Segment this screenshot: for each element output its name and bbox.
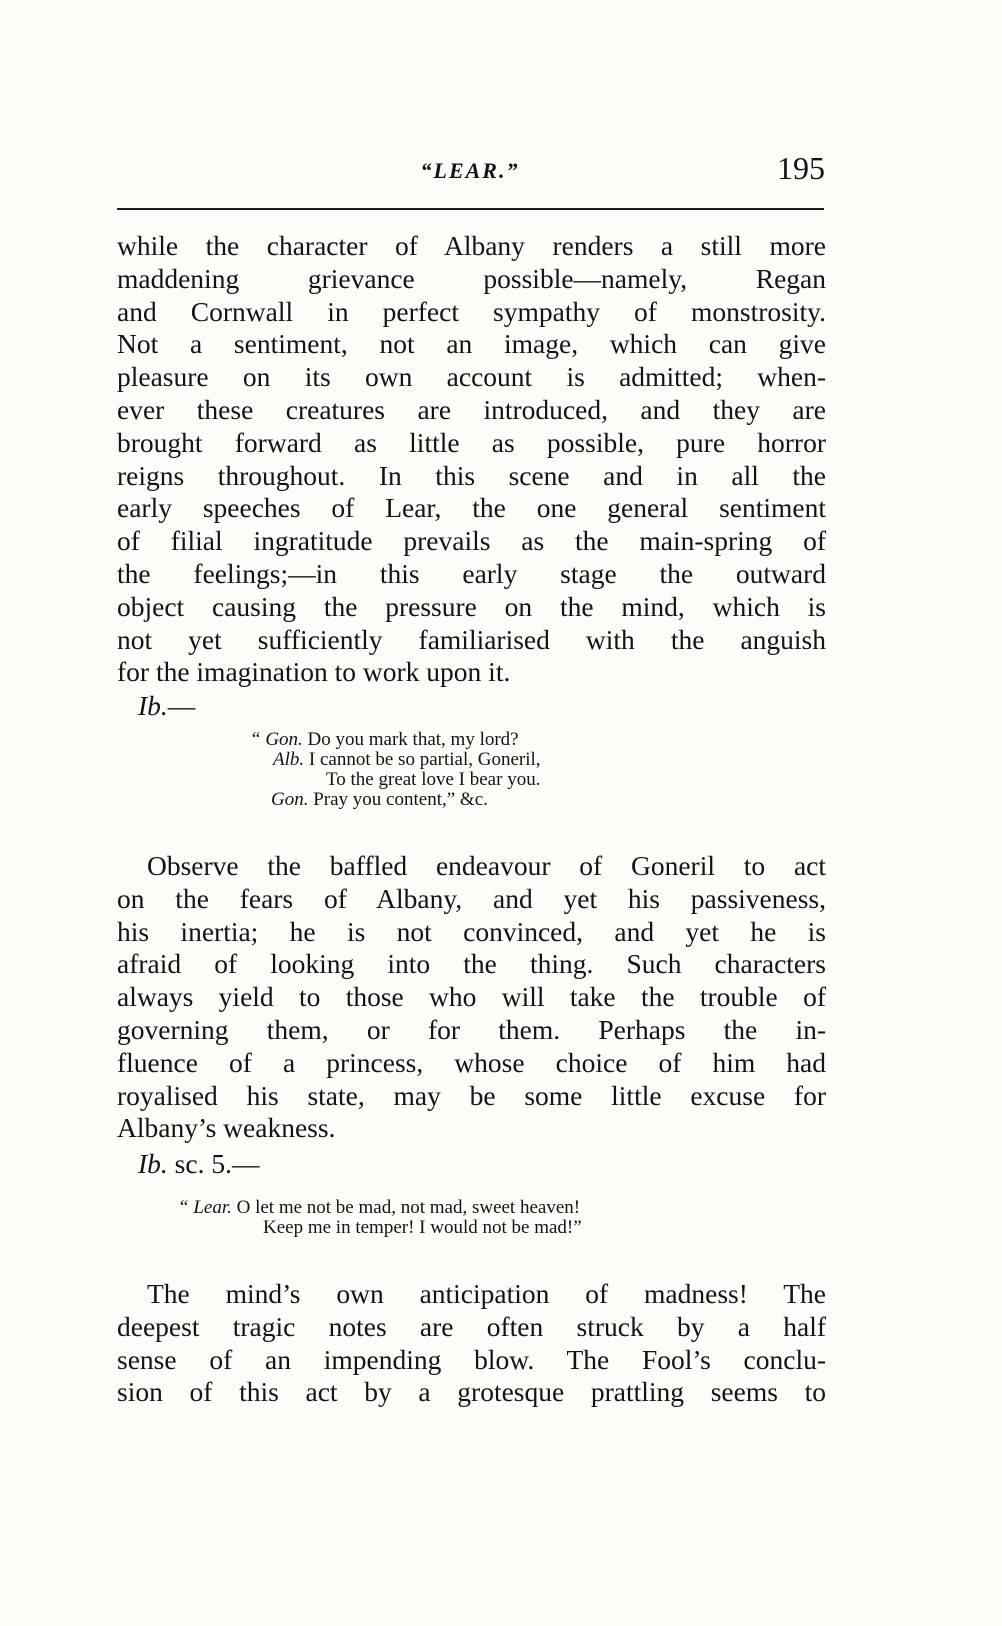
text-line: Albany’s weakness.: [117, 1112, 336, 1144]
paragraph-2: [117, 850, 826, 1145]
quote-speaker: Alb.: [273, 749, 305, 770]
text-line: sion of this act by a grotesque prattling seems to: [117, 1376, 826, 1408]
text-line: afraid of looking into the thing. Such characters: [117, 948, 826, 980]
text-line: The mind’s own anticipation of madness! The: [147, 1278, 826, 1309]
quote-text: O let me not be mad, not mad, sweet heaven!: [236, 1197, 581, 1218]
quote-line: [178, 1198, 582, 1218]
text-line: pleasure on its own account is admitted; when-: [117, 361, 826, 393]
quote-line: [250, 730, 541, 750]
text-line: ever these creatures are introduced, and they are: [117, 393, 826, 425]
text-line: maddening grievance possible—namely, Regan: [117, 262, 826, 294]
quote-block-1: [250, 730, 541, 810]
quote-line: [250, 770, 541, 790]
text-line: sense of an impending blow. The Fool’s conclu-: [117, 1343, 826, 1375]
quote-line: [250, 790, 541, 810]
text-line: fluence of a princess, whose choice of him had: [117, 1046, 826, 1078]
text-line: not yet sufficiently familiarised with the anguish: [117, 623, 826, 655]
reference-label: Ib.: [138, 1148, 168, 1179]
reference-label: Ib.: [138, 690, 168, 721]
reference-suffix: sc. 5.—: [174, 1148, 260, 1179]
text-line: always yield to those who will take the trouble of: [117, 981, 826, 1013]
text-line: for the imagination to work upon it.: [117, 656, 511, 688]
quote-line: [178, 1218, 582, 1238]
text-line: while the character of Albany renders a still more: [117, 230, 826, 261]
quote-speaker: “ Gon.: [250, 729, 303, 750]
text-line: brought forward as little as possible, pure horror: [117, 426, 826, 458]
text-line: his inertia; he is not convinced, and yet he is: [117, 915, 826, 947]
running-title: “LEAR.”: [420, 158, 520, 183]
text-line: early speeches of Lear, the one general sentiment: [117, 492, 826, 524]
reference-ib: [138, 690, 195, 722]
text-line: Not a sentiment, not an image, which can give: [117, 328, 826, 360]
header-rule: [117, 208, 824, 210]
text-line: royalised his state, may be some little excuse for: [117, 1079, 826, 1111]
quote-text: Pray you content,” &c.: [313, 789, 488, 810]
text-line: reigns throughout. In this scene and in all the: [117, 459, 826, 491]
text-line: Observe the baffled endeavour of Goneril to act: [147, 850, 826, 881]
text-line: object causing the pressure on the mind, which is: [117, 590, 826, 622]
text-line: on the fears of Albany, and yet his passiveness,: [117, 882, 826, 914]
text-line: of filial ingratitude prevails as the main-spring of: [117, 525, 826, 557]
quote-text: Keep me in temper! I would not be mad!”: [263, 1217, 582, 1238]
reference-suffix: —: [167, 690, 196, 721]
quote-text: To the great love I bear you.: [326, 769, 541, 790]
text-line: and Cornwall in perfect sympathy of monstrosity.: [117, 295, 826, 327]
quote-speaker: “ Lear.: [178, 1197, 232, 1218]
reference-ib-scene: [138, 1148, 259, 1180]
quote-text: I cannot be so partial, Goneril,: [308, 749, 541, 770]
paragraph-1: [117, 230, 826, 689]
page-header: [115, 150, 825, 190]
text-line: governing them, or for them. Perhaps the in-: [117, 1013, 826, 1045]
quote-text: Do you mark that, my lord?: [307, 729, 519, 750]
text-line: the feelings;—in this early stage the outward: [117, 557, 826, 589]
quote-block-2: [178, 1198, 582, 1238]
text-line: deepest tragic notes are often struck by a half: [117, 1310, 826, 1342]
quote-speaker: Gon.: [271, 789, 309, 810]
quote-line: [250, 750, 541, 770]
page-number: 195: [777, 150, 825, 186]
paragraph-3: [117, 1278, 826, 1409]
